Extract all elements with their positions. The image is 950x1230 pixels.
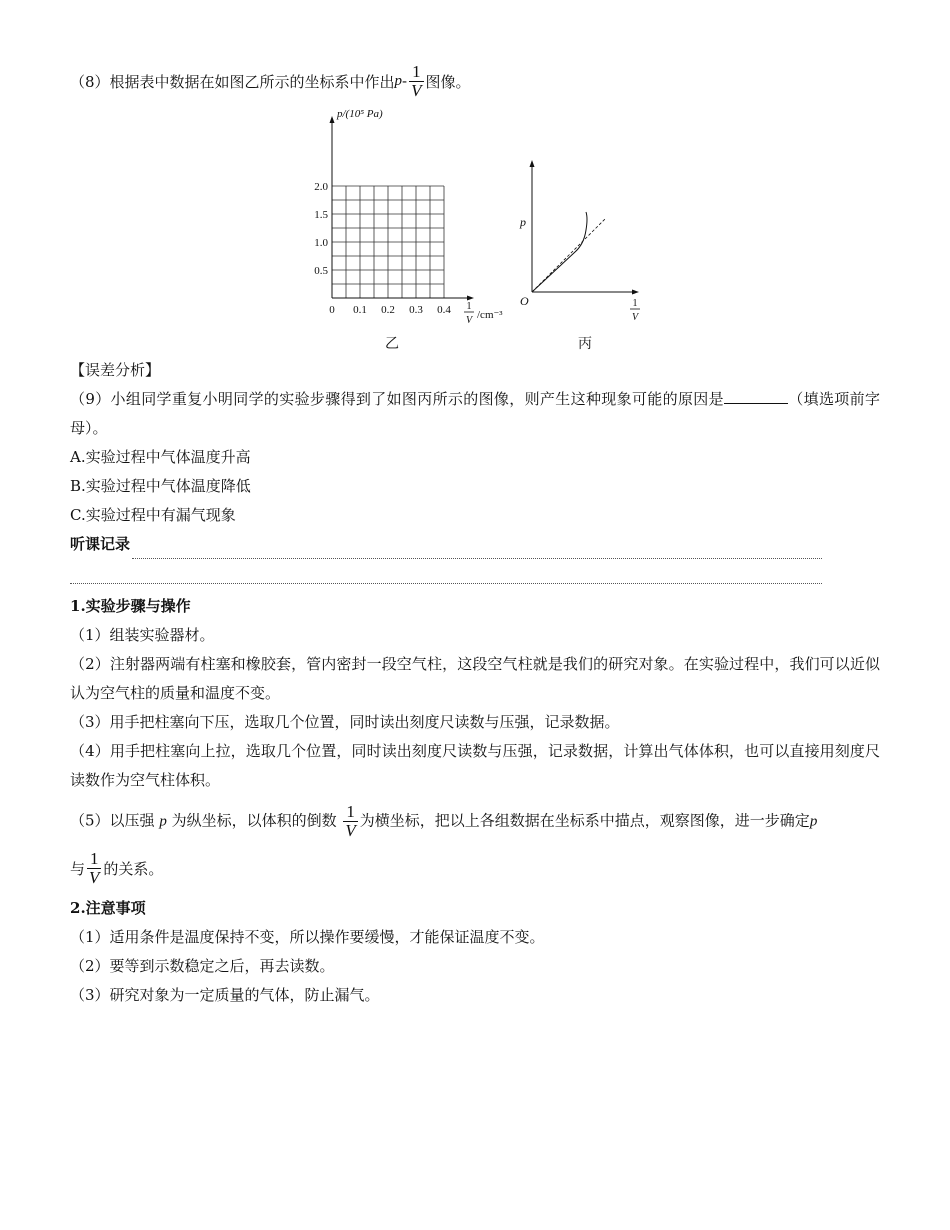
notes-dotted-line-1[interactable] bbox=[132, 546, 822, 559]
step-4: （4）用手把柱塞向上拉，选取几个位置，同时读出刻度尺读数与压强，记录数据，计算出气体体积，也可以直接用刻度尺读数作为空气柱体积。 bbox=[70, 742, 880, 789]
yi-caption: 乙 bbox=[385, 337, 399, 352]
question-8 bbox=[70, 56, 880, 106]
q8-suffix: 图像。 bbox=[425, 72, 471, 91]
bing-x-frac-num: 1 bbox=[632, 298, 638, 309]
step-5-fraction bbox=[343, 803, 357, 840]
section-2-number: 2 bbox=[70, 899, 81, 917]
q9-text-after: （填选项前字母）。 bbox=[70, 390, 880, 437]
yi-y-tick-label: 1.0 bbox=[314, 237, 328, 249]
notes-row bbox=[70, 530, 880, 559]
q9-option-b: B.实验过程中气体温度降低 bbox=[70, 477, 251, 495]
yi-x-tick-label: 0.2 bbox=[381, 304, 395, 316]
q8-p-variable: p bbox=[394, 72, 403, 89]
yi-x-unit: /cm⁻³ bbox=[477, 309, 503, 321]
yi-y-tick-label: 1.5 bbox=[314, 209, 328, 221]
yi-x-frac-den: V bbox=[465, 315, 473, 326]
yi-x-frac-num: 1 bbox=[466, 301, 472, 312]
notes-label: 听课记录 bbox=[70, 535, 131, 553]
step-5-frac2-den: V bbox=[89, 867, 100, 887]
yi-x-tick-label: 0 bbox=[329, 304, 335, 316]
step-5-part-b: 为纵坐标，以体积的倒数 bbox=[171, 811, 337, 830]
yi-y-axis-label: p/(10⁵ Pa) bbox=[337, 108, 383, 120]
yi-y-tick-label: 2.0 bbox=[314, 181, 328, 193]
q8-fraction bbox=[409, 63, 423, 100]
yi-x-tick-label: 0.1 bbox=[353, 304, 367, 316]
yi-x-arrow bbox=[467, 296, 474, 301]
yi-x-tick-labels bbox=[329, 304, 451, 316]
error-analysis-title: 【误差分析】 bbox=[70, 361, 161, 379]
bing-y-label: p bbox=[520, 215, 526, 229]
q9-text: （9）小组同学重复小明同学的实验步骤得到了如图丙所示的图像，则产生这种现象可能的原因是 bbox=[70, 390, 724, 408]
step-5-p: p bbox=[159, 813, 167, 830]
step-5-part-c: 为横坐标，把以上各组数据在坐标系中描点，观察图像，进一步确定 bbox=[359, 811, 810, 830]
step-5-continued bbox=[70, 846, 880, 890]
bing-y-arrow bbox=[530, 160, 535, 167]
section-1-title: .实验步骤与操作 bbox=[80, 597, 191, 615]
step-5-part-a: （5）以压强 bbox=[70, 811, 155, 830]
section-2-title: .注意事项 bbox=[80, 899, 146, 917]
yi-grid bbox=[332, 186, 444, 298]
step-5-p2: p bbox=[809, 813, 818, 830]
q9-option-a: A.实验过程中气体温度升高 bbox=[70, 448, 251, 466]
step-1: （1）组装实验器材。 bbox=[70, 626, 215, 644]
figures-svg bbox=[70, 106, 880, 352]
bing-x-frac-den: V bbox=[631, 312, 639, 323]
yi-x-tick-label: 0.3 bbox=[409, 304, 423, 316]
yi-y-tick-labels bbox=[314, 181, 328, 277]
section-1-number: 1 bbox=[70, 597, 81, 615]
bing-origin-label: O bbox=[520, 294, 529, 308]
bing-caption: 丙 bbox=[578, 337, 592, 352]
q9-answer-blank[interactable] bbox=[724, 389, 788, 404]
figure-yi bbox=[314, 108, 503, 352]
section-2-heading bbox=[70, 894, 880, 923]
figures-row bbox=[70, 106, 880, 352]
yi-y-tick-label: 0.5 bbox=[314, 265, 328, 277]
bing-curve bbox=[532, 212, 587, 292]
yi-y-arrow bbox=[330, 116, 335, 123]
step-3: （3）用手把柱塞向下压，选取几个位置，同时读出刻度尺读数与压强，记录数据。 bbox=[70, 713, 620, 731]
q8-frac-den: V bbox=[411, 80, 422, 100]
step-5 bbox=[70, 803, 880, 840]
document-page bbox=[70, 56, 880, 1010]
note-3: （3）研究对象为一定质量的气体，防止漏气。 bbox=[70, 986, 380, 1004]
q8-dash: - bbox=[402, 72, 408, 90]
step-2: （2）注射器两端有柱塞和橡胶套，管内密封一段空气柱，这段空气柱就是我们的研究对象。在实验过程中，我们可以近似认为空气柱的质量和温度不变。 bbox=[70, 655, 880, 702]
q8-frac-num: 1 bbox=[412, 61, 421, 81]
step-5-frac2-num: 1 bbox=[89, 848, 99, 868]
yi-x-tick-label: 0.4 bbox=[437, 304, 451, 316]
step-5-part-e: 的关系。 bbox=[103, 859, 164, 878]
question-9 bbox=[70, 385, 880, 443]
notes-dotted-line-2[interactable] bbox=[70, 559, 822, 584]
step-5-fraction-2 bbox=[87, 850, 101, 887]
step-5-part-d: 与 bbox=[70, 859, 86, 878]
bing-dashed-line bbox=[532, 218, 606, 292]
figure-bing bbox=[519, 160, 640, 352]
step-5-frac-den: V bbox=[345, 821, 356, 840]
note-1: （1）适用条件是温度保持不变，所以操作要缓慢，才能保证温度不变。 bbox=[70, 928, 545, 946]
step-5-frac-num: 1 bbox=[346, 802, 355, 821]
note-2: （2）要等到示数稳定之后，再去读数。 bbox=[70, 957, 335, 975]
bing-x-arrow bbox=[632, 290, 639, 295]
section-1-heading bbox=[70, 592, 880, 621]
q8-prefix: （8）根据表中数据在如图乙所示的坐标系中作出 bbox=[70, 72, 395, 91]
q9-option-c: C.实验过程中有漏气现象 bbox=[70, 506, 236, 524]
